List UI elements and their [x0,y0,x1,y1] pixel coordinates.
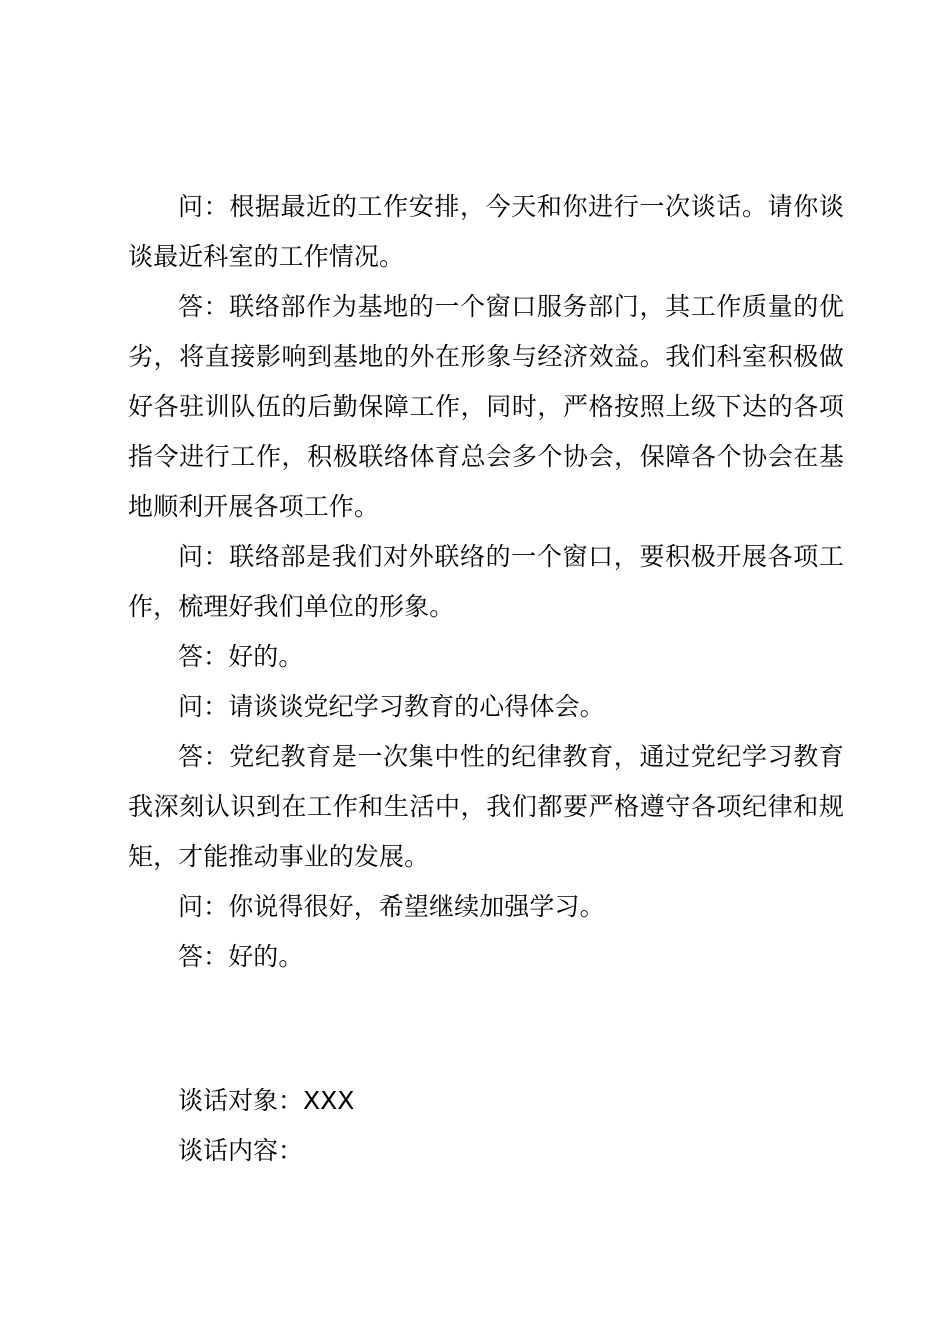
answer-paragraph: 答：党纪教育是一次集中性的纪律教育，通过党纪学习教育我深刻认识到在工作和生活中，我们都要严格遵守各项纪律和规矩，才能推动事业的发展。 [128,742,844,871]
dialogue-body [128,182,844,982]
question-paragraph: 问：联络部是我们对外联络的一个窗口，要积极开展各项工作，梳理好我们单位的形象。 [128,542,844,621]
interview-subject: 谈话对象：XXX [178,1086,355,1115]
answer-paragraph: 答：联络部作为基地的一个窗口服务部门，其工作质量的优劣，将直接影响到基地的外在形象与经济效益。我们科室积极做好各驻训队伍的后勤保障工作，同时，严格按照上级下达的各项指令进行工作，积极联络体育总会多个协会，保障各个协会在基地顺利开展各项工作。 [128,292,844,521]
interview-content-label: 谈话内容： [178,1136,304,1165]
question-paragraph: 问：你说得很好，希望继续加强学习。 [178,892,605,921]
answer-paragraph: 答：好的。 [178,942,304,971]
question-paragraph: 问：请谈谈党纪学习教育的心得体会。 [178,692,605,721]
question-paragraph: 问：根据最近的工作安排，今天和你进行一次谈话。请你谈谈最近科室的工作情况。 [128,192,844,271]
interview-footer [128,1076,844,1176]
answer-paragraph: 答：好的。 [178,642,304,671]
